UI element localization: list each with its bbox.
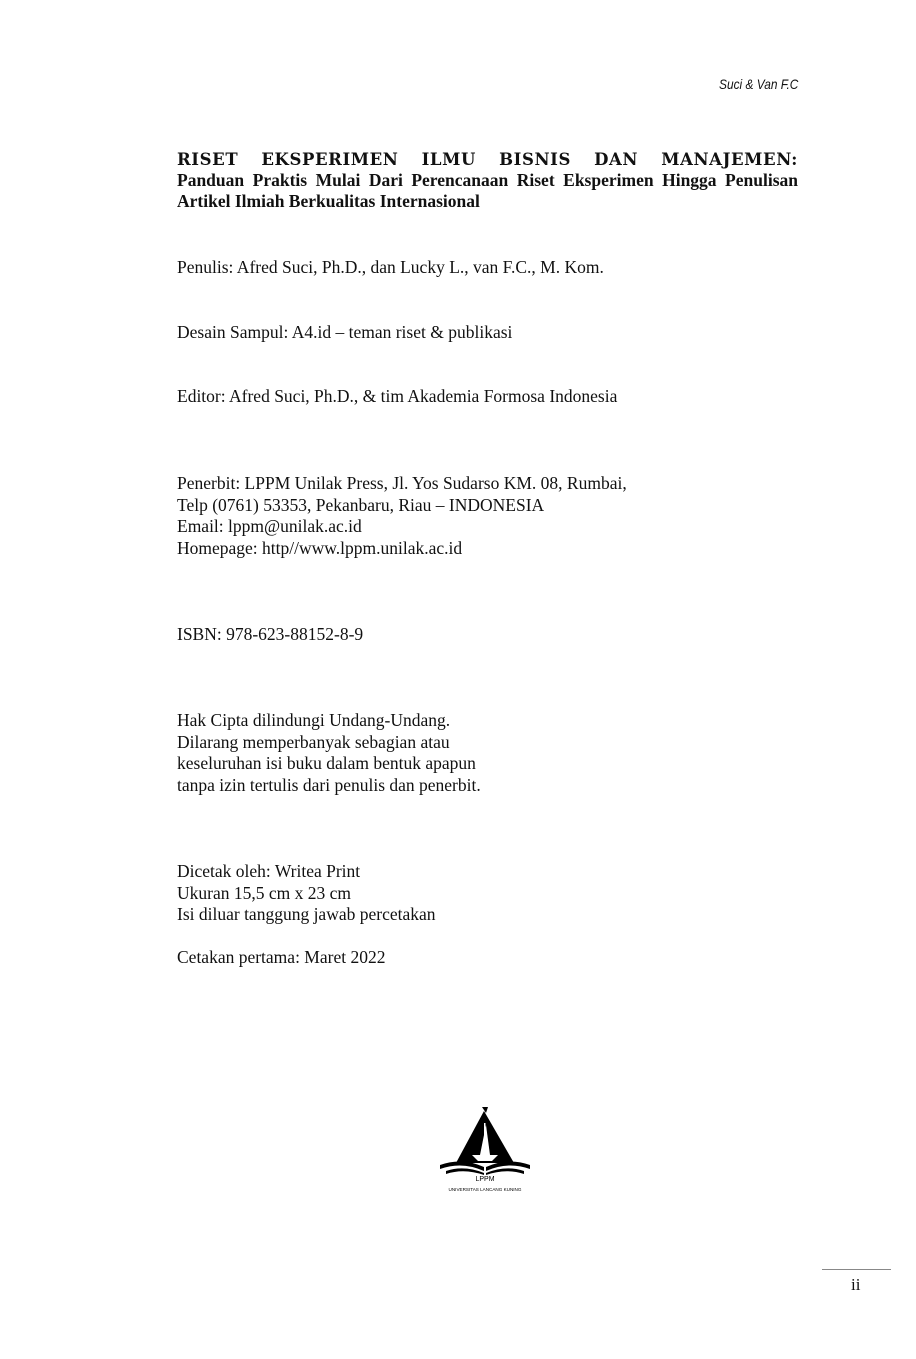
lppm-logo-icon xyxy=(436,1105,534,1195)
print-responsibility-line: Isi diluar tanggung jawab percetakan xyxy=(177,904,436,924)
cover-design-credit xyxy=(177,322,798,344)
author-credit xyxy=(177,257,798,279)
publisher-phone-line: Telp (0761) 53353, Pekanbaru, Riau – INDONESIA xyxy=(177,494,545,515)
editor-credit xyxy=(177,386,798,408)
logo-caption: UNIVERSITAS LANCANG KUNING xyxy=(448,1187,522,1192)
copyright-notice xyxy=(177,710,798,796)
editor-line: Editor: Afred Suci, Ph.D., & tim Akademia Formosa Indonesia xyxy=(177,386,618,406)
isbn-info xyxy=(177,624,798,646)
publisher-info xyxy=(177,473,798,559)
page-number: ii xyxy=(851,1275,861,1294)
edition-info xyxy=(177,947,798,969)
running-header: Suci & Van F.C xyxy=(718,76,798,92)
isbn-line: ISBN: 978-623-88152-8-9 xyxy=(177,624,364,644)
copyright-line: tanpa izin tertulis dari penulis dan penerbit. xyxy=(177,774,481,795)
copyright-line: Hak Cipta dilindungi Undang-Undang. xyxy=(177,710,451,730)
copyright-line: Dilarang memperbanyak sebagian atau xyxy=(177,731,450,752)
publisher-email-line: Email: lppm@unilak.ac.id xyxy=(177,516,362,536)
copyright-line: keseluruhan isi buku dalam bentuk apapun xyxy=(177,753,476,773)
edition-line: Cetakan pertama: Maret 2022 xyxy=(177,947,386,967)
book-title-block xyxy=(177,149,798,212)
author-line: Penulis: Afred Suci, Ph.D., dan Lucky L., van F.C., M. Kom. xyxy=(177,257,604,277)
publisher-line: Penerbit: LPPM Unilak Press, Jl. Yos Sudarso KM. 08, Rumbai, xyxy=(177,473,627,493)
publisher-homepage-line: Homepage: http//www.lppm.unilak.ac.id xyxy=(177,537,463,558)
footer-rule xyxy=(822,1269,891,1270)
cover-design-line: Desain Sampul: A4.id – teman riset & publikasi xyxy=(177,322,513,342)
printer-line: Dicetak oleh: Writea Print xyxy=(177,861,361,881)
printing-info xyxy=(177,861,798,926)
book-title: RISET EKSPERIMEN ILMU BISNIS DAN MANAJEMEN: xyxy=(177,150,798,169)
book-subtitle: Panduan Praktis Mulai Dari Perencanaan Riset Eksperimen Hingga Penulisan Artikel Ilmiah Berkualitas Internasional xyxy=(177,170,798,211)
logo-label: LPPM xyxy=(475,1176,495,1183)
size-line: Ukuran 15,5 cm x 23 cm xyxy=(177,882,351,903)
